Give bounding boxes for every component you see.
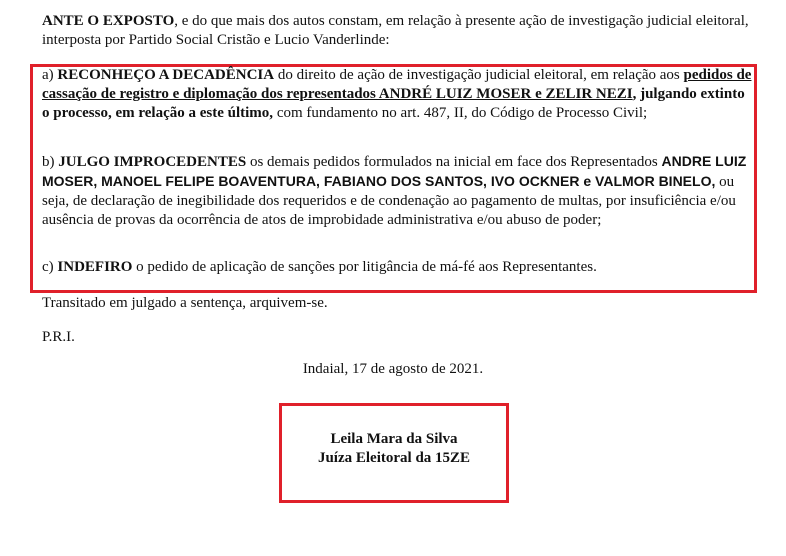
- item-b-letter: b): [42, 154, 55, 170]
- signature-title: Juíza Eleitoral da 15ZE: [317, 450, 471, 466]
- item-c-text: o pedido de aplicação de sanções por litigância de má-fé aos Representantes.: [132, 259, 597, 275]
- item-b-text1: os demais pedidos formulados na inicial em face dos Representados: [246, 154, 662, 170]
- intro-paragraph: [42, 12, 752, 50]
- signature-block: [279, 430, 509, 468]
- item-a-bold-lead: RECONHEÇO A DECADÊNCIA: [57, 67, 275, 83]
- item-a-text2: com fundamento no art. 487, II, do Código de Processo Civil;: [273, 105, 648, 121]
- item-c-paragraph: [42, 258, 752, 277]
- item-a-paragraph: [42, 66, 752, 123]
- item-a-letter: a): [42, 67, 54, 83]
- item-a-text1: do direito de ação de investigação judicial eleitoral, em relação aos: [274, 67, 684, 83]
- pri-line: P.R.I.: [42, 329, 75, 345]
- item-b-bold-lead: JULGO IMPROCEDENTES: [58, 154, 247, 170]
- item-a-bold-tail: , julgando extinto o processo, em relação a este último,: [42, 86, 745, 121]
- signature-name: Leila Mara da Silva: [330, 431, 458, 447]
- item-b-paragraph: [42, 152, 752, 230]
- item-c-letter: c): [42, 259, 54, 275]
- transit-paragraph: Transitado em julgado a sentença, arquivem-se.: [42, 295, 328, 311]
- item-a-represented-names: pedidos de cassação de registro e diplomação dos representados ANDRÉ LUIZ MOSER e ZELIR NEZI: [42, 67, 752, 102]
- intro-text: , e do que mais dos autos constam, em relação à presente ação de investigação judicial eleitoral, interposta por Partido Social Cristão e Lucio Vanderlinde:: [42, 13, 749, 48]
- item-b-represented-names: ANDRE LUIZ MOSER, MANOEL FELIPE BOAVENTURA, FABIANO DOS SANTOS, IVO OCKNER e VALMOR BINELO,: [42, 153, 747, 189]
- intro-bold-lead: ANTE O EXPOSTO: [42, 13, 175, 29]
- item-c-bold-lead: INDEFIRO: [57, 259, 133, 275]
- item-b-text2: ou seja, de declaração de inegibilidade dos requeridos e de condenação ao pagamento de multas, por insuficiência e/ou ausência de provas da ocorrência de atos de improbidade administrativa e/ou abuso de poder;: [42, 174, 736, 228]
- place-date-line: Indaial, 17 de agosto de 2021.: [302, 361, 484, 377]
